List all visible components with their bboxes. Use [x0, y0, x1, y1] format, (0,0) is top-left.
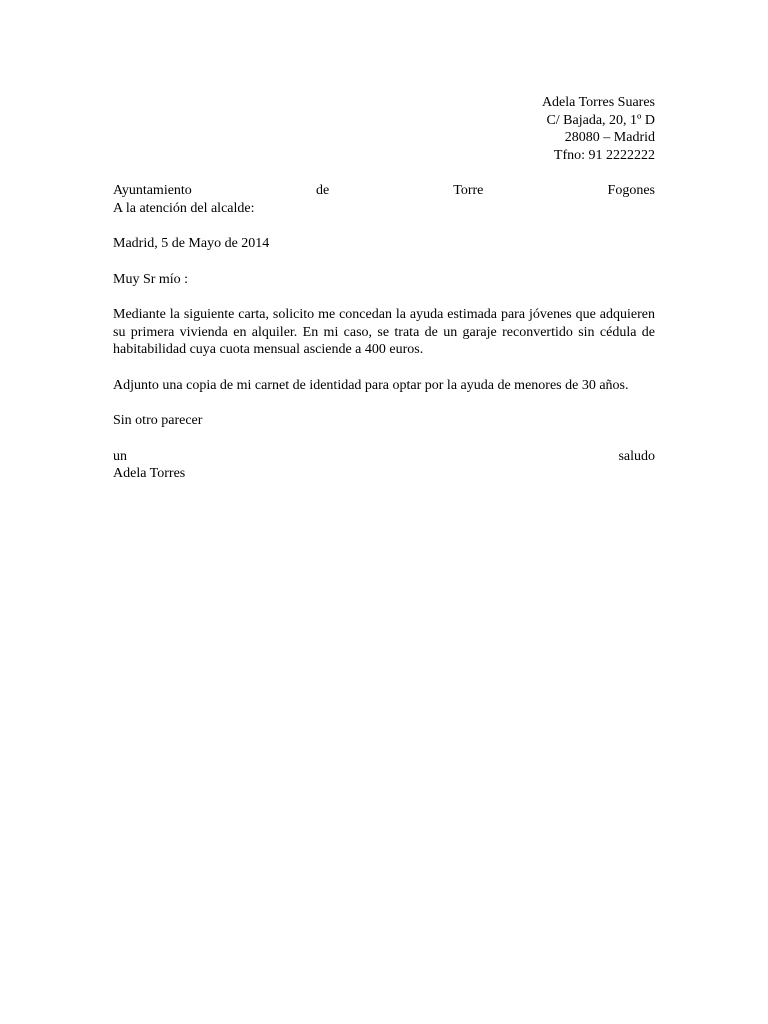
spacer — [113, 430, 655, 448]
spacer — [113, 359, 655, 377]
body-paragraph-2: Adjunto una copia de mi carnet de identidad para optar por la ayuda de menores de 30 años. — [113, 377, 629, 393]
signature: Adela Torres — [113, 466, 186, 481]
recipient-word: de — [315, 183, 330, 198]
salutation: Muy Sr mío : — [113, 271, 189, 287]
closing-greeting — [113, 448, 655, 466]
date-line: Madrid, 5 de Mayo de 2014 — [113, 236, 270, 251]
closing-word: un — [113, 448, 127, 464]
spacer — [113, 217, 655, 235]
recipient-word: Ayuntamiento — [113, 183, 192, 198]
spacer — [113, 164, 655, 182]
body-paragraph-1: Mediante la siguiente carta, solicito me concedan la ayuda estimada para jóvenes que adquieren su primera vivienda en alquiler. En mi caso, se trata de un garaje reconvertido sin cédula de habitabilidad cuya cuota mensual asciende a 400 euros. — [113, 307, 655, 357]
sender-street: C/ Bajada, 20, 1º D — [546, 112, 655, 128]
recipient-word: Torre — [453, 183, 484, 198]
sender-block — [113, 94, 655, 164]
recipient-block — [113, 182, 655, 217]
closing-line: Sin otro parecer — [113, 413, 203, 428]
letter-content — [113, 94, 655, 483]
spacer — [113, 288, 655, 306]
recipient-word: Fogones — [607, 183, 655, 198]
spacer — [113, 394, 655, 412]
sender-city: 28080 – Madrid — [564, 130, 655, 145]
spacer — [113, 253, 655, 271]
closing-word: saludo — [618, 448, 655, 464]
recipient-attention: A la atención del alcalde: — [113, 200, 255, 216]
recipient-line — [113, 182, 655, 200]
sender-name: Adela Torres Suares — [541, 95, 655, 110]
sender-phone: Tfno: 91 2222222 — [553, 147, 655, 163]
